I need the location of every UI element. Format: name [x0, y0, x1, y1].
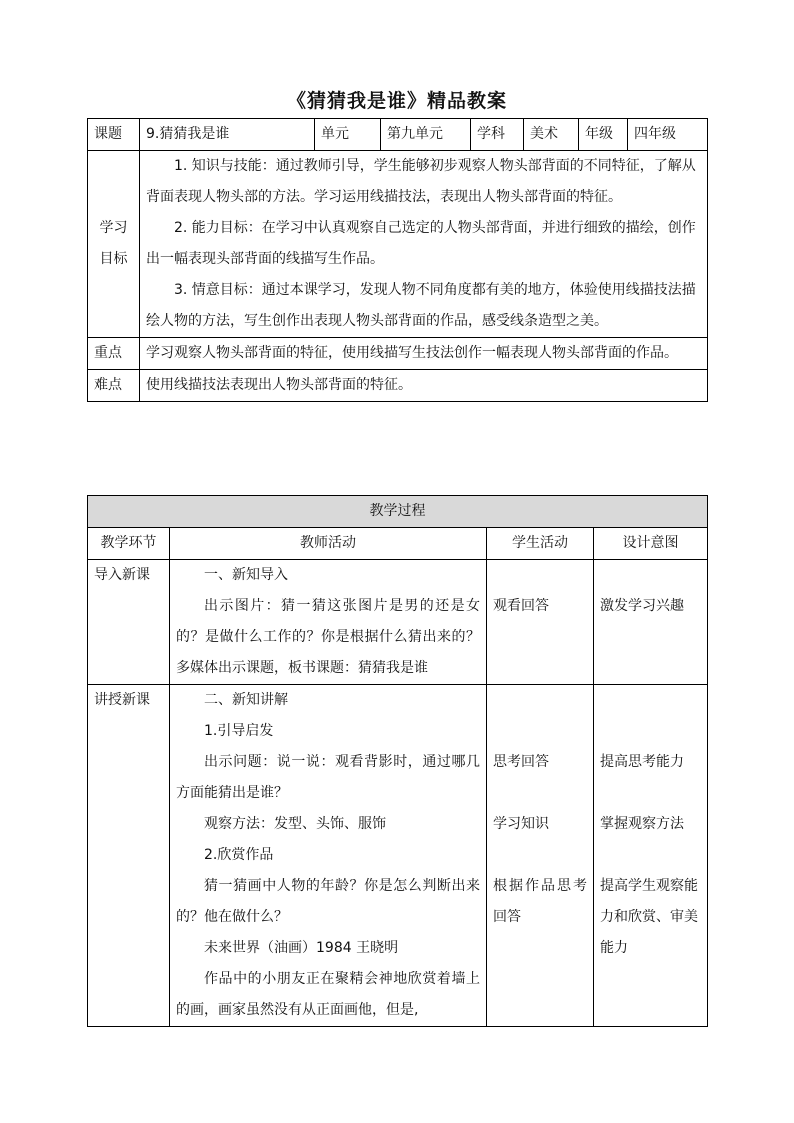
key-point-text: 学习观察人物头部背面的特征，使用线描写生技法创作一幅表现人物头部背面的作品。 [140, 338, 708, 370]
process-header-row [88, 528, 708, 560]
topic-label: 课题 [88, 119, 140, 151]
grade-value: 四年级 [628, 119, 708, 151]
stage-intro: 导入新课 [88, 560, 170, 685]
teacher-activity-intro [170, 560, 487, 685]
objective-item: 3. 情意目标：通过本课学习，发现人物不同角度都有美的地方，体验使用线描技法描绘人物的方法，写生创作出表现人物头部背面的作品，感受线条造型之美。 [146, 282, 696, 329]
objectives-label-line1: 学习 [99, 220, 128, 236]
header-teacher: 教师活动 [170, 528, 487, 560]
intent-intro [594, 560, 708, 685]
subject-label: 学科 [471, 119, 524, 151]
key-point-label: 重点 [88, 338, 140, 370]
objective-item: 2. 能力目标：在学习中认真观察自己选定的人物头部背面，并进行细致的描绘，创作出一幅表现头部背面的线描写生作品。 [146, 220, 696, 267]
intent-line: 提高学生观察能力和欣赏、审美能力 [600, 878, 698, 956]
difficulty-text: 使用线描技法表现出人物头部背面的特征。 [140, 370, 708, 402]
unit-label: 单元 [315, 119, 381, 151]
process-row-teach [88, 685, 708, 1027]
intent-line: 掌握观察方法 [600, 816, 684, 832]
objectives-label [88, 151, 140, 338]
topic-value: 9.猜猜我是谁 [140, 119, 315, 151]
student-line: 根据作品思考回答 [493, 878, 587, 925]
unit-value: 第九单元 [381, 119, 471, 151]
teacher-line: 猜一猜画中人物的年龄？你是怎么判断出来的？他在做什么？ [176, 878, 480, 925]
process-title: 教学过程 [88, 496, 708, 528]
teacher-activity-teach [170, 685, 487, 1027]
info-row [88, 119, 708, 151]
objectives-label-line2: 目标 [99, 251, 128, 267]
header-student: 学生活动 [487, 528, 594, 560]
teacher-line: 未来世界（油画）1984 王晓明 [204, 940, 399, 956]
process-title-row [88, 496, 708, 528]
intent-teach [594, 685, 708, 1027]
teacher-line: 2.欣赏作品 [204, 847, 274, 863]
grade-label: 年级 [579, 119, 628, 151]
process-row-intro [88, 560, 708, 685]
stage-teach: 讲授新课 [88, 685, 170, 1027]
teacher-line: 1.引导启发 [204, 723, 274, 739]
student-activity-teach [487, 685, 594, 1027]
student-activity-intro [487, 560, 594, 685]
header-stage: 教学环节 [88, 528, 170, 560]
teaching-process-table [87, 495, 708, 1027]
objective-item: 1. 知识与技能：通过教师引导，学生能够初步观察人物头部背面的不同特征，了解从背面表现人物头部的方法。学习运用线描技法，表现出人物头部背面的特征。 [146, 158, 696, 205]
subject-value: 美术 [524, 119, 579, 151]
objectives-content [140, 151, 708, 338]
key-point-row [88, 338, 708, 370]
student-line: 学习知识 [493, 816, 549, 832]
teacher-line: 作品中的小朋友正在聚精会神地欣赏着墙上的画，画家虽然没有从正面画他，但是, [176, 971, 480, 1018]
teacher-line: 出示问题：说一说：观看背影时，通过哪几方面能猜出是谁？ [176, 754, 480, 801]
header-intent: 设计意图 [594, 528, 708, 560]
teacher-line: 二、新知讲解 [204, 692, 288, 708]
teacher-line: 一、新知导入 [204, 567, 288, 583]
student-line: 思考回答 [493, 754, 549, 770]
difficulty-label: 难点 [88, 370, 140, 402]
objectives-row [88, 151, 708, 338]
lesson-info-table [87, 118, 708, 402]
teacher-line: 出示图片：猜一猜这张图片是男的还是女的？是做什么工作的？你是根据什么猜出来的？多媒体出示课题，板书课题：猜猜我是谁 [176, 598, 480, 676]
intent-line: 激发学习兴趣 [600, 598, 684, 614]
difficulty-row [88, 370, 708, 402]
student-line: 观看回答 [493, 598, 549, 614]
intent-line: 提高思考能力 [600, 754, 684, 770]
document-title: 《猜猜我是谁》精品教案 [286, 90, 507, 112]
teacher-line: 观察方法：发型、头饰、服饰 [204, 816, 386, 832]
